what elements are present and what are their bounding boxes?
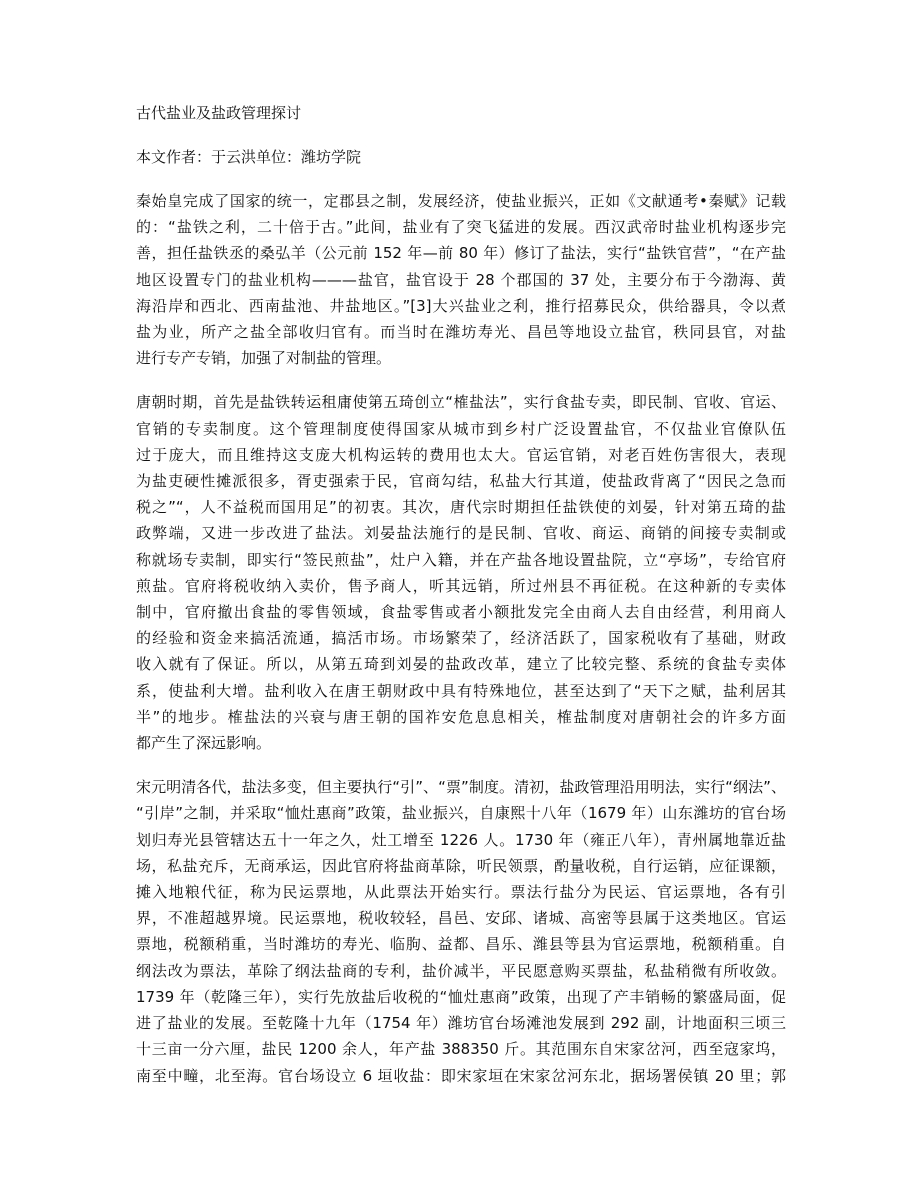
paragraph-line: 都产生了深远影响。 — [136, 734, 272, 753]
paragraph-line: 南至中疃，北至海。官台场设立 6 垣收盐：即宋家垣在宋家岔河东北，据场署侯镇 20 里；郭 — [136, 1066, 786, 1085]
paragraph-qin-han — [136, 188, 786, 371]
paragraph-line: 的：“盐铁之利，二十倍于古。”此间，盐业有了突飞猛进的发展。西汉武帝时盐业机构逐步完 — [136, 218, 786, 237]
paragraph-line: 称就场专卖制，即实行“签民煎盐”，灶户入籍，并在产盐各地设置盐院，立“亭场”，专给官府 — [136, 550, 786, 569]
paragraph-line: 票地，税额稍重，当时潍坊的寿光、临朐、益都、昌乐、潍县等县为官运票地，税额稍重。自 — [136, 935, 786, 954]
paragraph-line: 税之”“，人不益税而国用足”的初衷。其次，唐代宗时期担任盐铁使的刘晏，针对第五琦的盐 — [136, 498, 786, 517]
paragraph-tang — [136, 389, 786, 756]
document-page — [136, 100, 786, 1107]
author-line: 本文作者：于云洪单位：潍坊学院 — [136, 148, 362, 166]
paragraph-line: “引岸”之制，并采取“恤灶惠商”政策，盐业振兴，自康熙十八年（1679 年）山东潍坊的官台场 — [136, 804, 786, 823]
paragraph-line: 半”的地步。榷盐法的兴衰与唐王朝的国祚安危息息相关，榷盐制度对唐朝社会的许多方面 — [136, 707, 786, 726]
paragraph-line: 制中，官府撤出食盐的零售领域，食盐零售或者小额批发完全由商人去自由经营，利用商人 — [136, 603, 786, 622]
paragraph-line: 系，使盐利大增。盐利收入在唐王朝财政中具有特殊地位，甚至达到了“天下之赋，盐利居其 — [136, 681, 786, 700]
paragraph-line: 十三亩一分六厘，盐民 1200 余人，年产盐 388350 斤。其范围东自宋家岔河，西至寇家坞， — [136, 1040, 786, 1059]
paragraph-line: 地区设置专门的盐业机构———盐官，盐官设于 28 个郡国的 37 处，主要分布于今渤海、黄 — [136, 270, 786, 289]
paragraph-line: 过于庞大，而且维持这支庞大机构运转的费用也太大。官运官销，对老百姓伤害很大，表现 — [136, 445, 786, 464]
paragraph-line: 纲法改为票法，革除了纲法盐商的专利，盐价减半，平民愿意购买票盐，私盐稍微有所收敛。 — [136, 961, 786, 980]
paragraph-song-yuan-ming-qing — [136, 774, 786, 1088]
paragraph-line: 1739 年（乾隆三年），实行先放盐后收税的“恤灶惠商”政策，出现了产丰销畅的繁盛局面，促 — [136, 987, 786, 1006]
paragraph-line: 煎盐。官府将税收纳入卖价，售予商人，听其远销，所过州县不再征税。在这种新的专卖体 — [136, 576, 786, 595]
paragraph-line: 为盐吏硬性摊派很多，胥吏强索于民，官商勾结，私盐大行其道，使盐政背离了“因民之急而 — [136, 472, 786, 491]
paragraph-line: 摊入地粮代征，称为民运票地，从此票法开始实行。票法行盐分为民运、官运票地，各有引 — [136, 883, 786, 902]
paragraph-line: 盐为业，所产之盐全部收归官有。而当时在潍坊寿光、昌邑等地设立盐官，秩同县官，对盐 — [136, 323, 786, 342]
paragraph-line: 善，担任盐铁丞的桑弘羊（公元前 152 年—前 80 年）修订了盐法，实行“盐铁官营”，“在产盐 — [136, 244, 786, 263]
paragraph-line: 政弊端，又进一步改进了盐法。刘晏盐法施行的是民制、官收、商运、商销的间接专卖制或 — [136, 524, 786, 543]
paragraph-line: 进行专产专销，加强了对制盐的管理。 — [136, 349, 392, 368]
paragraph-line: 海沿岸和西北、西南盐池、井盐地区。”[3]大兴盐业之利，推行招募民众，供给器具，令以煮 — [136, 296, 786, 315]
paragraph-line: 唐朝时期，首先是盐铁转运租庸使第五琦创立“榷盐法”，实行食盐专卖，即民制、官收、官运、 — [136, 393, 786, 412]
paragraph-line: 进了盐业的发展。至乾隆十九年（1754 年）潍坊官台场滩池发展到 292 副，计地面积三顷三 — [136, 1014, 786, 1033]
paragraph-line: 界，不准超越界境。民运票地，税收较轻，昌邑、安邱、诸城、高密等县属于这类地区。官运 — [136, 909, 786, 928]
paragraph-line: 官销的专卖制度。这个管理制度使得国家从城市到乡村广泛设置盐官，不仅盐业官僚队伍 — [136, 419, 786, 438]
paragraph-line: 场，私盐充斥，无商承运，因此官府将盐商革除，听民领票，酌量收税，自行运销，应征课额， — [136, 856, 786, 875]
paragraph-line: 秦始皇完成了国家的统一，定郡县之制，发展经济，使盐业振兴，正如《文献通考•秦赋》记载 — [136, 192, 786, 210]
paragraph-line: 的经验和资金来搞活流通，搞活市场。市场繁荣了，经济活跃了，国家税收有了基础，财政 — [136, 629, 786, 648]
paragraph-line: 收入就有了保证。所以，从第五琦到刘晏的盐政改革，建立了比较完整、系统的食盐专卖体 — [136, 655, 786, 674]
article-title: 古代盐业及盐政管理探讨 — [136, 104, 302, 122]
paragraph-line: 划归寿光县管辖达五十一年之久，灶工增至 1226 人。1730 年（雍正八年），青州属地靠近盐 — [136, 830, 786, 849]
paragraph-line: 宋元明清各代，盐法多变，但主要执行“引”、“票”制度。清初，盐政管理沿用明法，实行“纲法”、 — [136, 778, 786, 797]
